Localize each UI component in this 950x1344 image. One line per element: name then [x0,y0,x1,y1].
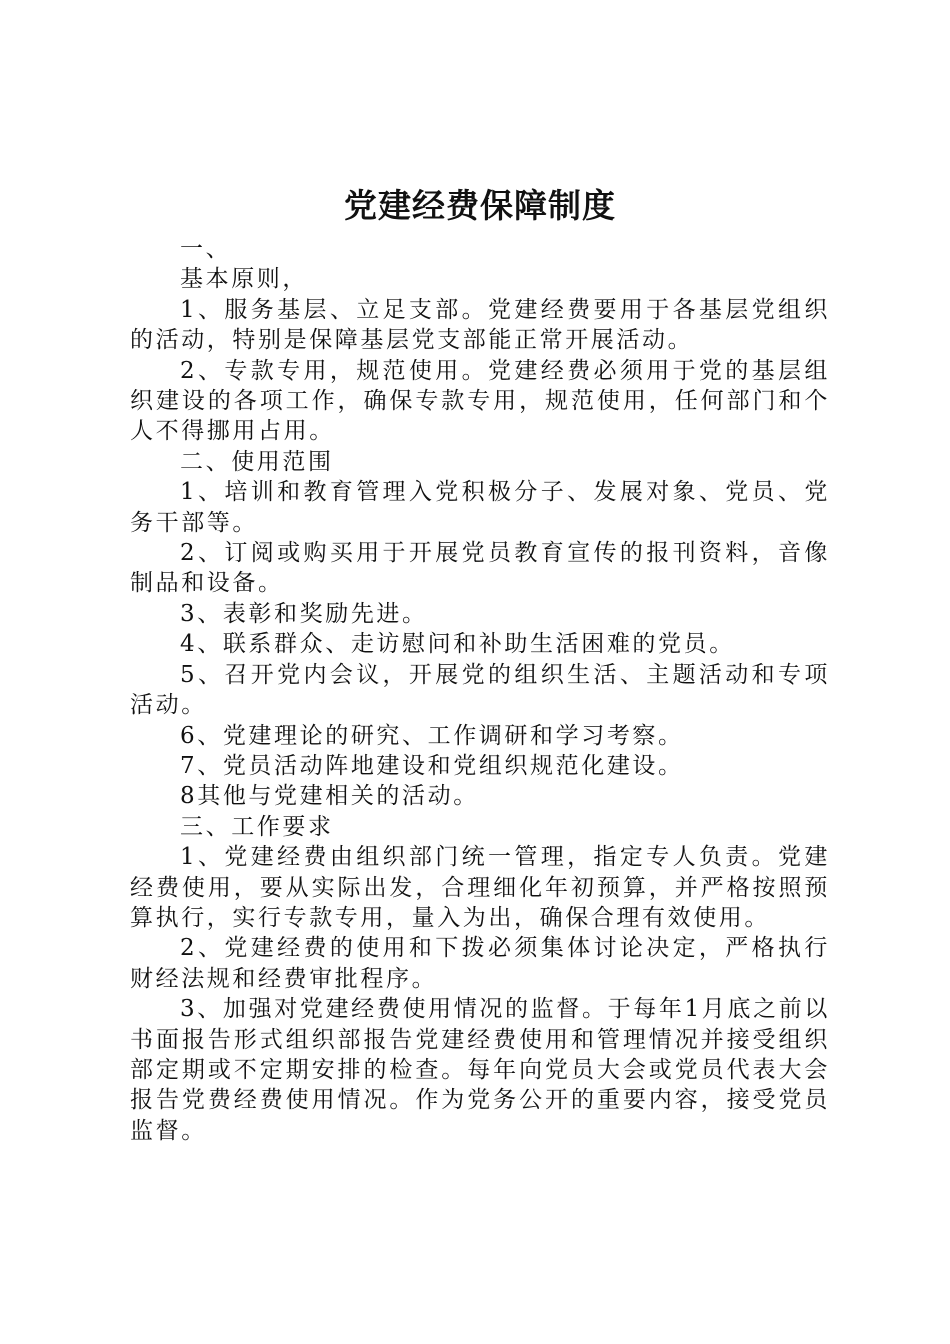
document-title: 党建经费保障制度 [344,186,616,225]
scope-item-5: 5、召开党内会议，开展党的组织生活、主题活动和专项活动。 [130,661,830,719]
requirement-item-3: 3、加强对党建经费使用情况的监督。于每年1月底之前以书面报告形式组织部报告党建经费使用和管理情况并接受组织部定期或不定期安排的检查。每年向党员大会或党员代表大会报告党费经费使用情况。作为党务公开的重要内容，接受党员监督。 [130,996,830,1144]
section-heading-scope: 二、使用范围 [180,448,334,475]
scope-item-6: 6、党建理论的研究、工作调研和学习考察。 [180,722,684,749]
principle-item-1: 1、服务基层、立足支部。党建经费要用于各基层党组织的活动，特别是保障基层党支部能正常开展活动。 [130,296,830,354]
scope-item-1: 1、培训和教育管理入党积极分子、发展对象、党员、党务干部等。 [130,479,830,536]
scope-item-7: 7、党员活动阵地建设和党组织规范化建设。 [180,752,684,779]
requirement-item-1: 1、党建经费由组织部门统一管理，指定专人负责。党建经费使用，要从实际出发，合理细化年初预算，并严格按照预算执行，实行专款专用，量入为出，确保合理有效使用。 [130,844,830,931]
requirement-item-2: 2、党建经费的使用和下拨必须集体讨论决定，严格执行财经法规和经费审批程序。 [130,935,830,992]
scope-item-4: 4、联系群众、走访慰问和补助生活困难的党员。 [180,631,735,658]
scope-item-8: 8其他与党建相关的活动。 [180,783,479,810]
section-heading-requirements: 三、工作要求 [180,813,334,840]
document-body [130,234,830,1146]
section-number-one: 一、 [180,236,232,262]
scope-item-2: 2、订阅或购买用于开展党员教育宣传的报刊资料，音像制品和设备。 [130,540,830,597]
scope-item-3: 3、表彰和奖励先进。 [180,600,428,627]
section-heading-principles: 基本原则， [180,266,308,293]
principle-item-2: 2、专款专用，规范使用。党建经费必须用于党的基层组织建设的各项工作，确保专款专用，规范使用，任何部门和个人不得挪用占用。 [130,357,830,445]
